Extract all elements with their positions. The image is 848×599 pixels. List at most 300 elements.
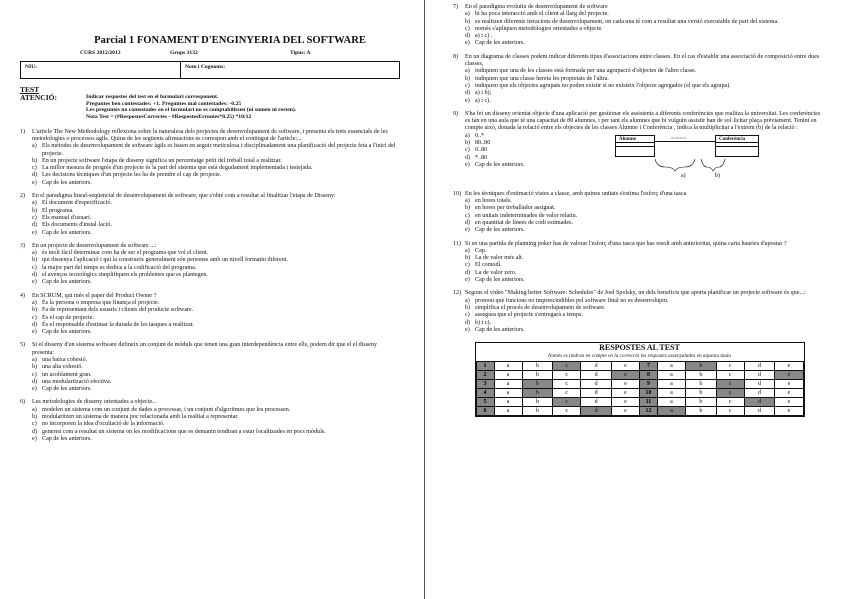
- option-letter: b): [32, 307, 38, 314]
- option-letter: e): [465, 40, 470, 47]
- question-number-cell: 7: [639, 362, 657, 371]
- answer-cell[interactable]: d: [581, 398, 612, 407]
- end-label-b: b): [715, 172, 720, 179]
- option-text: Cap de les anteriors.: [42, 229, 92, 236]
- option-letter: b): [465, 18, 471, 25]
- answer-cell[interactable]: d: [744, 371, 775, 380]
- answer-cell[interactable]: e: [775, 380, 803, 389]
- question-number: 11): [453, 240, 461, 247]
- answer-cell[interactable]: c: [553, 407, 581, 416]
- attention-line: Indicar respostes del test en el formulari corresponent.: [86, 94, 219, 101]
- answer-cell[interactable]: d: [581, 362, 612, 371]
- answer-option[interactable]: [32, 257, 400, 264]
- answer-option[interactable]: [32, 379, 400, 386]
- answer-option[interactable]: [465, 155, 605, 162]
- answer-option[interactable]: [465, 312, 826, 319]
- answer-cell[interactable]: e: [611, 371, 639, 380]
- question-9: [453, 111, 826, 185]
- option-letter: a): [32, 356, 37, 363]
- option-letter: b): [32, 414, 38, 421]
- option-text: Cap de les anteriors.: [42, 279, 92, 286]
- option-letter: d): [465, 90, 471, 97]
- answer-cell[interactable]: e: [775, 362, 803, 371]
- option-letter: a): [465, 247, 470, 254]
- question-text: S'ha fet un disseny orientat objecte d'una aplicació per gestionar els assistents a diferents conferències que realitza la universitat. Les conferències es fan en una aula que té una capacitat de 80 alumnes, i per tant els alumnes que hi vulguin assistir han de sol·licitar plaça prèviament. Tenint en compte això, donada la relació entre els objectes de les classes Alumne i Conferència , indica la multiplicitat a l'extrem (b) de la relació :: [465, 110, 821, 132]
- answer-option[interactable]: [32, 315, 400, 322]
- question-text: Segons el video "Making better Software: Schedules" de Joel Spolsky, un dels beneficis que aporta planificar un projecte software és que...:: [465, 290, 806, 297]
- answer-option[interactable]: [32, 230, 400, 237]
- option-text: Cap de les anteriors.: [475, 40, 525, 47]
- answer-cell[interactable]: a: [657, 398, 685, 407]
- answer-row: [476, 407, 803, 416]
- answer-option[interactable]: [32, 279, 400, 286]
- answer-option[interactable]: [32, 158, 400, 165]
- attention-line: Les preguntes no contestades en el formulari no es comptabilitzen (ni sumen ni resten).: [86, 107, 297, 114]
- option-text: Les decisions tècniques d'un projecte les ha de prendre el cap de projecte.: [42, 172, 222, 179]
- question-number: 9): [453, 110, 459, 117]
- answer-cell[interactable]: d: [744, 389, 775, 398]
- option-text: Cap.: [475, 247, 487, 254]
- option-letter: e): [465, 97, 470, 104]
- class-name: Conferència: [716, 136, 758, 143]
- option-letter: b): [465, 140, 471, 147]
- option-letter: e): [32, 329, 37, 336]
- option-text: simplifica el procés de desenvolupament de software.: [475, 304, 606, 311]
- option-text: La de valor més alt.: [475, 255, 524, 262]
- answer-cell[interactable]: c: [716, 407, 744, 416]
- question-number: 1): [20, 128, 26, 135]
- question-number: 10): [453, 190, 462, 197]
- attention-label: ATENCIÓ:: [20, 93, 57, 103]
- option-letter: a): [32, 200, 37, 207]
- option-text: El document d'especificació.: [42, 200, 112, 207]
- questions-right: [453, 4, 826, 105]
- option-text: És el responsable d'estimar la durada de les tasques a realitzar.: [42, 321, 194, 328]
- answer-cell[interactable]: c: [553, 398, 581, 407]
- option-letter: c): [32, 165, 37, 172]
- option-letter: d): [32, 428, 38, 435]
- question: [20, 129, 400, 187]
- question-number: 4): [20, 292, 26, 299]
- option-letter: e): [465, 277, 470, 284]
- answer-cell[interactable]: b: [686, 389, 717, 398]
- exam-title: Parcial 1 FONAMENT D'ENGINYERIA DEL SOFTWARE: [94, 35, 366, 46]
- answer-option[interactable]: [465, 26, 826, 33]
- answer-cell[interactable]: b: [522, 371, 553, 380]
- question-number-cell: 11: [639, 398, 657, 407]
- answer-option[interactable]: [465, 90, 826, 97]
- option-letter: a): [32, 406, 37, 413]
- question: [20, 293, 400, 337]
- question-number-cell: 9: [639, 380, 657, 389]
- answer-row: [476, 362, 803, 371]
- answer-cell[interactable]: d: [744, 398, 775, 407]
- option-letter: c): [465, 312, 470, 319]
- answer-cell[interactable]: d: [581, 371, 612, 380]
- option-letter: d): [32, 378, 38, 385]
- option-text: indiquem que els objectes agrupats no poden existir si no existeix l'objecte agregador (el que els agrupa).: [475, 82, 731, 89]
- option-text: És el cap de projecte.: [42, 314, 94, 321]
- answer-cell[interactable]: a: [657, 371, 685, 380]
- option-text: en quantitat de línees de codi estimades.: [475, 219, 573, 226]
- answer-option[interactable]: [32, 357, 400, 364]
- option-text: Cap de les anteriors.: [42, 179, 92, 186]
- answer-option[interactable]: [32, 208, 400, 215]
- answer-cell[interactable]: c: [716, 389, 744, 398]
- question-number: 12): [453, 290, 462, 297]
- question: [453, 191, 826, 235]
- option-text: Cap de les anteriors.: [475, 227, 525, 234]
- answer-option[interactable]: [32, 386, 400, 393]
- question: [453, 241, 826, 285]
- answer-cell[interactable]: a: [657, 407, 685, 416]
- answer-option[interactable]: [465, 270, 826, 277]
- question: [20, 342, 400, 393]
- answer-option[interactable]: [465, 19, 826, 26]
- question-text: L'article The New Methodology reflexiona sobre la naturalesa dels projectes de desenvolupament de software, i presenta els trets essencials de les metodologies o processos àgils. Quina de les següents afirmacions es correspon amb el contingut de l'article:...: [32, 128, 388, 142]
- answer-cell[interactable]: d: [581, 407, 612, 416]
- test-heading: TEST: [20, 85, 40, 95]
- option-text: 0..80: [475, 147, 488, 154]
- option-text: indiquem que una classe hereta les propietats de l'altra.: [475, 75, 609, 82]
- option-letter: d): [465, 269, 471, 276]
- answer-cell[interactable]: a: [494, 371, 522, 380]
- course-year: CURS 2012/2013: [80, 50, 121, 56]
- answer-cell[interactable]: c: [553, 380, 581, 389]
- answer-option[interactable]: [32, 372, 400, 379]
- option-text: El programa.: [42, 207, 74, 214]
- answer-cell[interactable]: c: [716, 362, 744, 371]
- answer-cell[interactable]: b: [686, 380, 717, 389]
- answer-cell[interactable]: b: [686, 407, 717, 416]
- answer-cell[interactable]: e: [775, 398, 803, 407]
- answer-cell[interactable]: d: [744, 407, 775, 416]
- answer-row: [476, 389, 803, 398]
- answer-option[interactable]: [32, 429, 400, 436]
- question-number: 8): [453, 53, 459, 60]
- answer-sheet-title: RESPOSTES AL TEST: [599, 343, 680, 353]
- answer-option[interactable]: [32, 421, 400, 428]
- answer-table: [476, 361, 804, 416]
- question-number-cell: 8: [639, 371, 657, 380]
- answer-cell[interactable]: a: [494, 407, 522, 416]
- option-letter: c): [465, 25, 470, 32]
- exam-subheader: [80, 50, 400, 57]
- option-text: Cap de les anteriors.: [475, 277, 525, 284]
- answer-option[interactable]: [465, 33, 826, 40]
- option-text: la major part del temps es dedica a la codificació del programa.: [42, 264, 197, 271]
- option-text: un acoblament gran.: [42, 371, 92, 378]
- option-text: La de valor zero.: [475, 269, 517, 276]
- option-letter: b): [32, 364, 38, 371]
- answer-cell[interactable]: e: [611, 380, 639, 389]
- option-text: una baixa cohesió.: [42, 356, 88, 363]
- answer-option[interactable]: [465, 248, 826, 255]
- answer-cell[interactable]: e: [611, 407, 639, 416]
- answer-cell[interactable]: a: [657, 389, 685, 398]
- option-letter: d): [32, 272, 38, 279]
- class-diagram: [615, 135, 765, 185]
- option-text: és molt fàcil determinar com ha de ser el programa que vol el client.: [42, 250, 209, 257]
- questions-right-2: [453, 191, 826, 334]
- option-text: En un projecte software l'etapa de disseny significa un percentatge petit del treball total a realitzar.: [42, 157, 282, 164]
- answer-option[interactable]: [465, 11, 826, 18]
- option-text: Cap de les anteriors.: [475, 326, 525, 333]
- option-text: assegura que el projecte s'entregarà a temps.: [475, 312, 583, 319]
- attention-line: Nota Test = (#RespostesCorrectes - #RespostesErronies*0.25) *10/12: [86, 114, 252, 121]
- question-number: 2): [20, 193, 26, 200]
- answer-option[interactable]: [465, 305, 826, 312]
- attention-line: Preguntes ben contestades: +1. Preguntes mal contestades: -0.25: [86, 100, 242, 107]
- question: [453, 54, 826, 105]
- option-text: *..80: [475, 154, 488, 161]
- option-text: És la persona o empresa que finança el projecte.: [42, 299, 160, 306]
- answer-option[interactable]: [32, 200, 400, 207]
- option-text: 80..80: [475, 140, 491, 147]
- answer-cell[interactable]: b: [522, 389, 553, 398]
- question-number-cell: 3: [476, 380, 494, 389]
- multiplicity-braces: [615, 157, 765, 185]
- question: [20, 193, 400, 237]
- answer-option[interactable]: [32, 215, 400, 222]
- answer-cell[interactable]: e: [611, 398, 639, 407]
- option-letter: a): [32, 143, 37, 150]
- exam-type: Tipus: A: [290, 50, 311, 56]
- answer-row: [476, 398, 803, 407]
- option-letter: b): [32, 157, 38, 164]
- answer-option[interactable]: [465, 320, 826, 327]
- association-label: assisteix: [671, 134, 687, 140]
- class-box-conferencia: [715, 135, 759, 157]
- option-letter: c): [32, 371, 37, 378]
- questions-left: [20, 129, 400, 444]
- answer-option[interactable]: [465, 83, 826, 90]
- answer-cell[interactable]: c: [716, 371, 744, 380]
- option-text: Els documents d'instal·lació.: [42, 222, 112, 229]
- option-letter: b): [465, 75, 471, 82]
- option-letter: a): [32, 250, 37, 257]
- question-text: En el paradigma lineal-seqüencial de desenvolupament de software, que s'obté com a resultat al finalitzar l'etapa de Disseny:: [32, 193, 336, 200]
- option-text: Els mètodes de desenvolupament de software àgils es basen en seguir meticulosa i disciplinadament una planificació del projecte feta a l'inici del projecte.: [42, 143, 396, 157]
- answer-option[interactable]: [465, 277, 826, 284]
- answer-cell[interactable]: b: [522, 362, 553, 371]
- question-number-cell: 1: [476, 362, 494, 371]
- option-text: Els manual d'usuari.: [42, 214, 92, 221]
- option-letter: d): [32, 321, 38, 328]
- option-letter: d): [465, 319, 471, 326]
- student-id-table: [20, 61, 400, 79]
- answer-option[interactable]: [465, 162, 605, 169]
- question: [20, 399, 400, 443]
- answer-cell[interactable]: a: [494, 362, 522, 371]
- answer-option[interactable]: [32, 322, 400, 329]
- answer-cell[interactable]: c: [553, 362, 581, 371]
- answer-option[interactable]: [465, 213, 826, 220]
- option-text: 0..*: [475, 132, 485, 139]
- question: [20, 243, 400, 287]
- answer-cell[interactable]: a: [657, 380, 685, 389]
- answer-cell[interactable]: d: [581, 380, 612, 389]
- option-text: una modularització efectiva.: [42, 378, 112, 385]
- answer-option[interactable]: [32, 172, 400, 179]
- option-text: només s'apliquen metodologies orientades a objecte.: [475, 25, 603, 32]
- answer-option[interactable]: [465, 220, 826, 227]
- answer-option[interactable]: [32, 307, 400, 314]
- answer-cell[interactable]: b: [522, 380, 553, 389]
- answer-cell[interactable]: d: [581, 389, 612, 398]
- option-text: a) i c) .: [475, 33, 493, 40]
- option-text: promou que funcions no imprescindibles pel software final no es desenvolupin.: [475, 297, 669, 304]
- question-text: En un projecte de desenvolupament de software ...:: [32, 242, 157, 249]
- option-text: hi ha poca interacció amb el client al llarg del projecte.: [475, 11, 609, 18]
- question-number: 5): [20, 342, 26, 349]
- answer-option[interactable]: [32, 165, 400, 172]
- option-letter: b): [32, 257, 38, 264]
- answer-option[interactable]: [465, 227, 826, 234]
- option-letter: d): [465, 33, 471, 40]
- question-text: En les tècniques d'estimació vistes a classe, amb quines unitats s'estima l'esforç d'una tasca: [465, 190, 687, 197]
- option-letter: a): [465, 68, 470, 75]
- answer-cell[interactable]: a: [494, 380, 522, 389]
- option-letter: c): [32, 264, 37, 271]
- answer-cell[interactable]: b: [686, 362, 717, 371]
- answer-cell[interactable]: c: [553, 371, 581, 380]
- option-letter: e): [465, 326, 470, 333]
- answer-sheet-subtitle: Només es tindran en compte en la correcció les respostes assenyalades en aquesta taula: [547, 353, 732, 360]
- option-text: a) i b);: [475, 90, 492, 97]
- option-letter: d): [32, 222, 38, 229]
- option-letter: e): [32, 229, 37, 236]
- answer-option[interactable]: [32, 272, 400, 279]
- answer-cell[interactable]: e: [775, 371, 803, 380]
- answer-cell[interactable]: b: [522, 398, 553, 407]
- answer-cell[interactable]: b: [686, 371, 717, 380]
- question-text: Les metodologies de disseny orientades a objecte...: [32, 399, 157, 406]
- groups: Grups 3132: [170, 50, 198, 56]
- option-letter: c): [465, 212, 470, 219]
- answer-row: [476, 371, 803, 380]
- option-letter: a): [465, 132, 470, 139]
- answer-option[interactable]: [465, 68, 826, 75]
- answer-cell[interactable]: e: [611, 389, 639, 398]
- answer-option[interactable]: [32, 265, 400, 272]
- question-text: En el paradigma evolutiu de desenvolupament de software: [465, 4, 608, 10]
- answer-cell[interactable]: e: [775, 389, 803, 398]
- option-text: modularitzen un sistema de manera poc relacionada amb la realitat a representar.: [42, 414, 239, 421]
- option-text: es realitzen diferents iteracions de desenvolupament, on cada una té com a resultat una versió executable de part del sistema.: [475, 18, 779, 25]
- answer-option[interactable]: [32, 329, 400, 336]
- answer-cell[interactable]: c: [716, 380, 744, 389]
- option-text: el avenços tecnològics simplifiquen els problemes que es plantegen.: [42, 272, 209, 279]
- option-text: b) i c).: [475, 319, 492, 326]
- answer-cell[interactable]: a: [657, 362, 685, 371]
- answer-option[interactable]: [465, 205, 826, 212]
- option-letter: b): [465, 255, 471, 262]
- answer-cell[interactable]: c: [553, 389, 581, 398]
- question-text: En SCRUM, qui més el paper del Product Owner ?: [32, 292, 157, 299]
- answer-option[interactable]: [465, 140, 605, 147]
- option-text: Cap de les anteriors.: [42, 329, 92, 336]
- option-text: en hores totals.: [475, 198, 512, 205]
- option-letter: a): [32, 299, 37, 306]
- option-letter: e): [465, 227, 470, 234]
- option-letter: b): [465, 304, 471, 311]
- answer-cell[interactable]: b: [686, 398, 717, 407]
- option-text: qui dissenya l'aplicació i qui la construeix generalment són persones amb un nivell formatiu diferent.: [42, 257, 288, 264]
- answer-option[interactable]: [32, 143, 400, 158]
- question-number: 3): [20, 242, 26, 249]
- answer-option[interactable]: [465, 147, 605, 154]
- option-text: Cap de les anteriors.: [42, 386, 92, 393]
- answer-option[interactable]: [465, 76, 826, 83]
- option-letter: c): [32, 314, 37, 321]
- question-number-cell: 5: [476, 398, 494, 407]
- question-number-cell: 6: [476, 407, 494, 416]
- answer-option[interactable]: [32, 407, 400, 414]
- answer-option[interactable]: [465, 40, 826, 47]
- answer-cell[interactable]: d: [744, 380, 775, 389]
- name-field[interactable]: Nom i Cognoms:: [185, 64, 226, 71]
- question-number: 7): [453, 4, 459, 10]
- option-text: indiquem que una de les classes està formada per una agrupació d'objectes de l'altre classe.: [475, 68, 697, 75]
- answer-option[interactable]: [465, 133, 605, 140]
- answer-option[interactable]: [32, 222, 400, 229]
- answer-option[interactable]: [465, 298, 826, 305]
- answer-cell[interactable]: b: [522, 407, 553, 416]
- option-letter: d): [32, 172, 38, 179]
- class-box-alumne: [615, 135, 655, 157]
- answer-option[interactable]: [465, 327, 826, 334]
- niu-field[interactable]: NIU:: [21, 62, 181, 78]
- answer-cell[interactable]: a: [494, 398, 522, 407]
- answer-option[interactable]: [32, 436, 400, 443]
- option-text: Cap de les anteriors.: [475, 161, 525, 168]
- option-letter: c): [465, 262, 470, 269]
- option-text: Cap de les anteriors.: [42, 435, 92, 442]
- option-text: no incorporen la idea d'ocultació de la informació.: [42, 421, 165, 428]
- option-letter: a): [465, 198, 470, 205]
- option-text: una alta cohesió.: [42, 364, 83, 371]
- option-text: modelen un sistema com un conjunt de dades a processar, i un conjunt d'algoritmes que les processen.: [42, 406, 291, 413]
- option-text: a) i c).: [475, 97, 491, 104]
- option-letter: b): [465, 205, 471, 212]
- answer-option[interactable]: [465, 262, 826, 269]
- question-text: Si en una partida de planning poker has de valorar l'esforç d'una tasca que has resolt amb anterioritat, quina carta hauries d'apostar ?: [465, 240, 787, 247]
- question-number-cell: 2: [476, 371, 494, 380]
- option-letter: e): [32, 279, 37, 286]
- answer-option[interactable]: [465, 255, 826, 262]
- question-number-cell: 12: [639, 407, 657, 416]
- option-letter: b): [32, 207, 38, 214]
- question: [453, 290, 826, 334]
- answer-option[interactable]: [465, 98, 826, 105]
- option-letter: e): [32, 179, 37, 186]
- answer-cell[interactable]: a: [494, 389, 522, 398]
- option-letter: e): [465, 161, 470, 168]
- option-letter: d): [465, 219, 471, 226]
- answer-option[interactable]: [32, 364, 400, 371]
- attention-block: [20, 94, 400, 120]
- answer-cell[interactable]: d: [744, 362, 775, 371]
- answer-option[interactable]: [465, 198, 826, 205]
- answer-cell[interactable]: c: [716, 398, 744, 407]
- question-text: Si el disseny d'un sistema software defineix un conjunt de mòduls que tenen una gran interdependència entre ells, podem dir que el el disseny presenta:: [32, 342, 377, 356]
- option-text: La millor mesura de progrés d'un projecte és la part del sistema que està degudament implementada i testejada.: [42, 165, 313, 172]
- answer-option[interactable]: [32, 180, 400, 187]
- answer-cell[interactable]: e: [775, 407, 803, 416]
- question: [453, 4, 826, 48]
- answer-cell[interactable]: e: [611, 362, 639, 371]
